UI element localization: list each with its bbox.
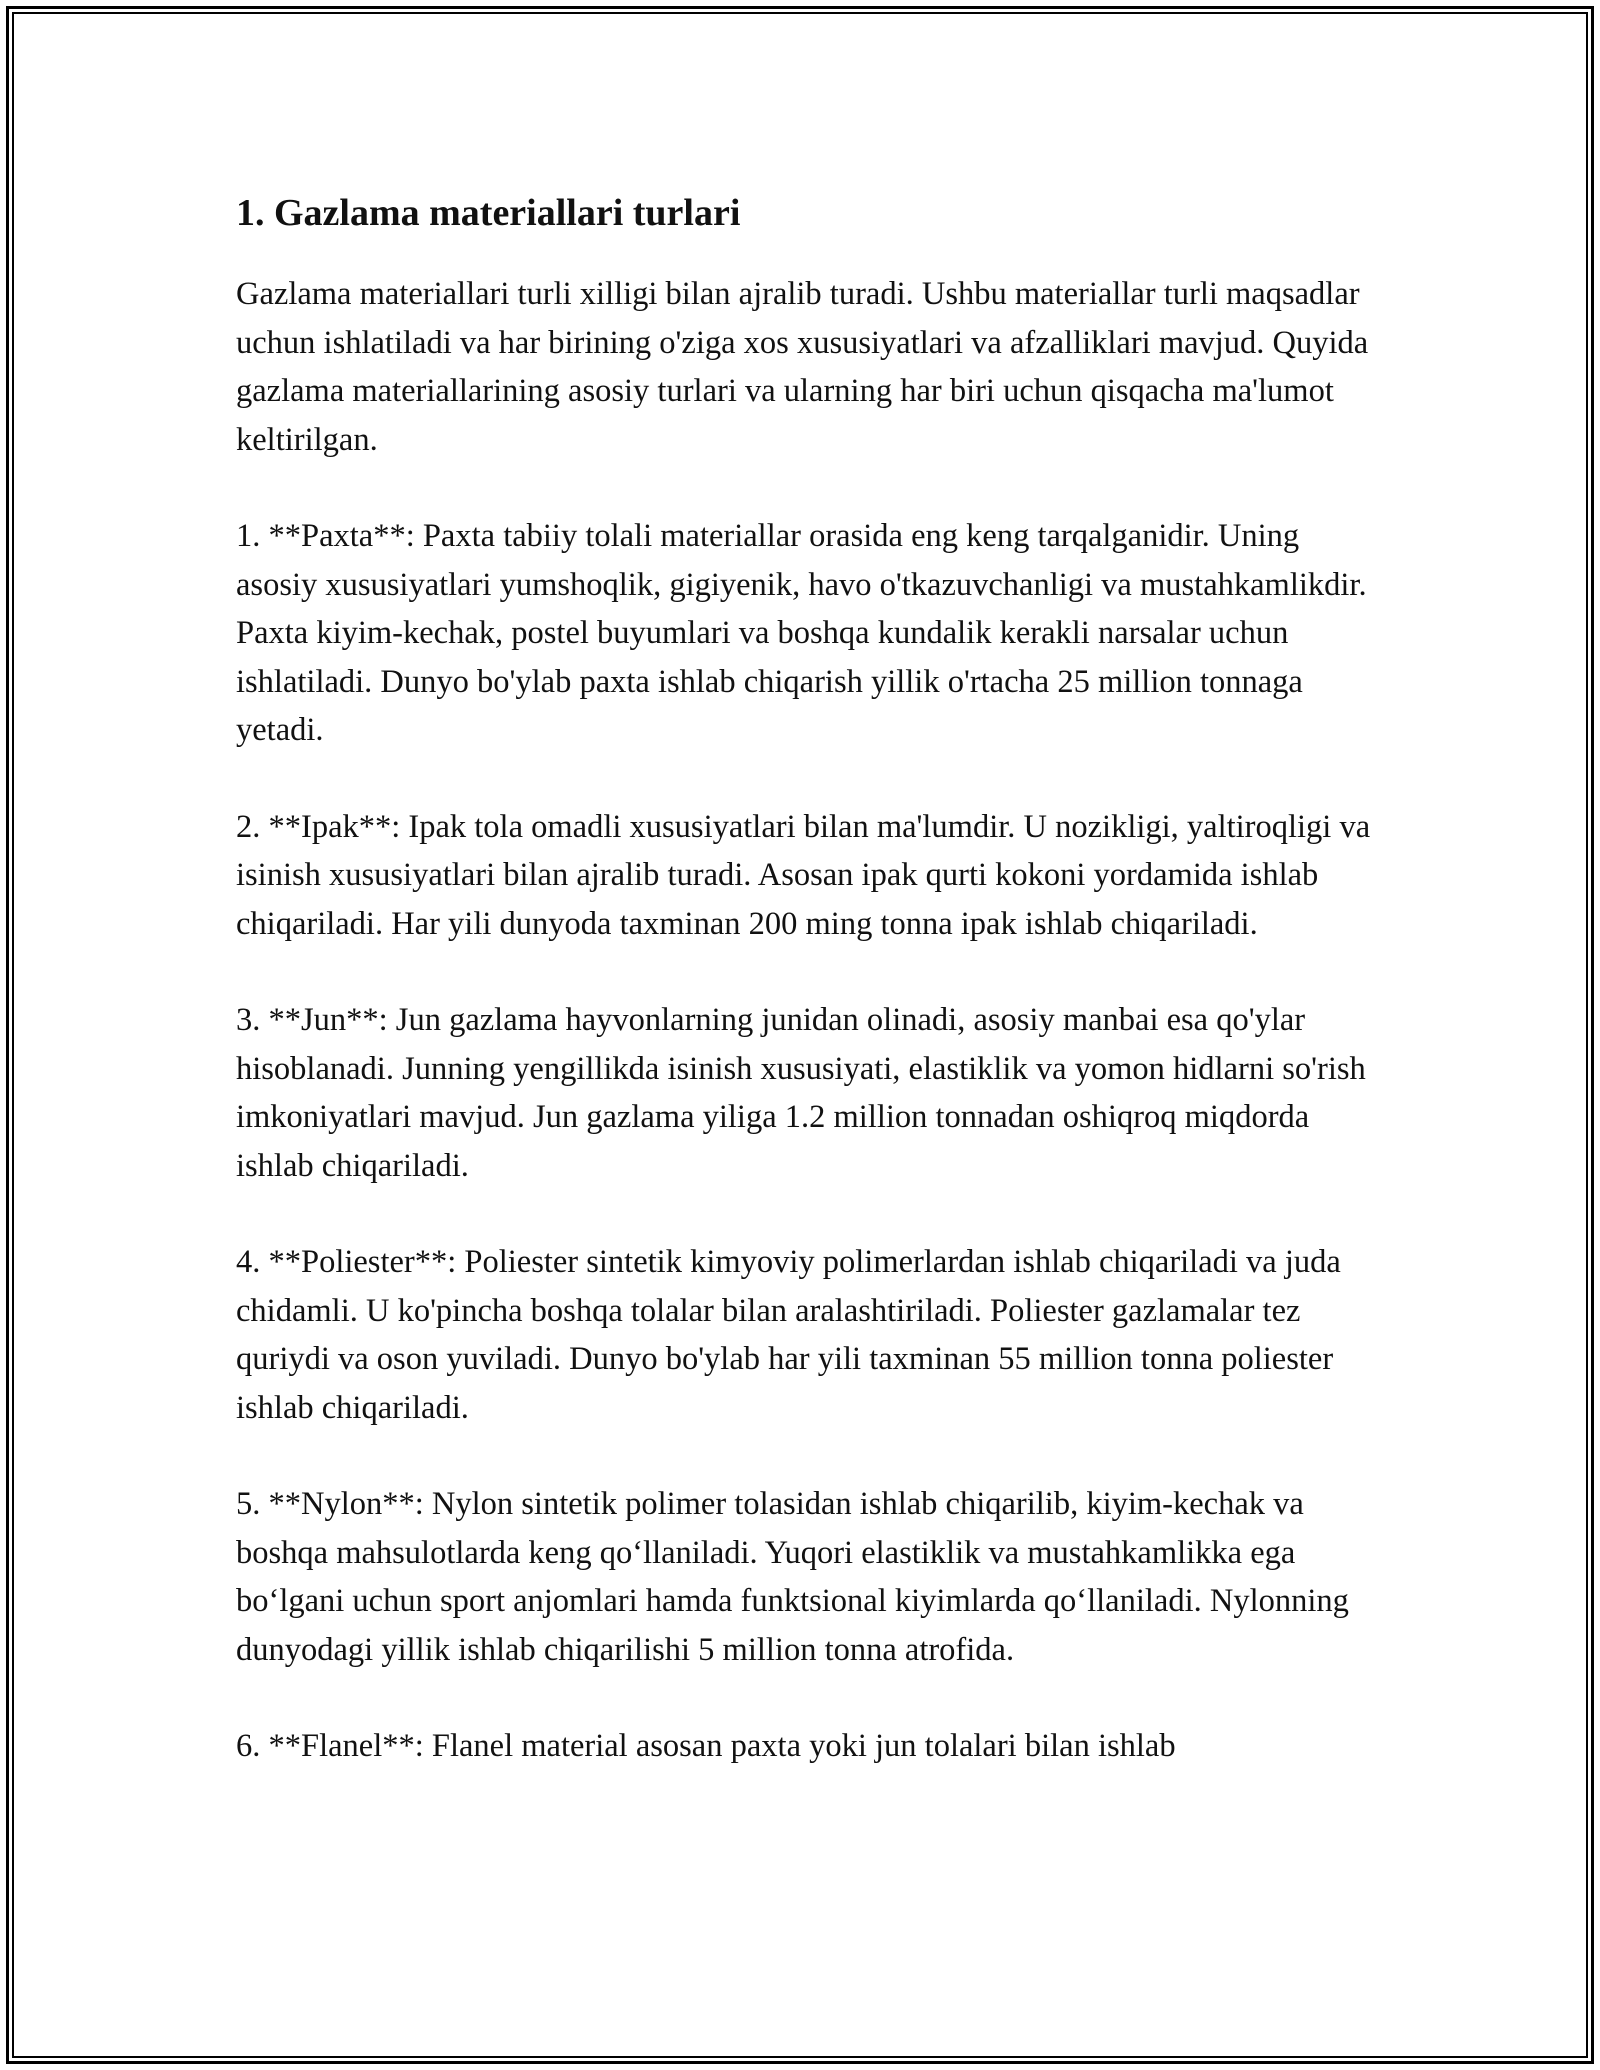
paragraph-nylon: 5. **Nylon**: Nylon sintetik polimer tolasidan ishlab chiqarilib, kiyim-kechak va boshqa mahsulotlarda keng qo‘llaniladi. Yuqori elastiklik va mustahkamlikka ega bo‘lgani uchun sport anjomlari hamda funktsional kiyimlarda qo‘llaniladi. Nylonning dunyodagi yillik ishlab chiqarilishi 5 million tonna atrofida. xyxy=(236,1486,1349,1668)
paragraph-jun: 3. **Jun**: Jun gazlama hayvonlarning junidan olinadi, asosiy manbai esa qo'ylar hisoblanadi. Junning yengillikda isinish xususiyati, elastiklik va yomon hidlarni so'rish imkoniyatlari mavjud. Jun gazlama yiliga 1.2 million tonnadan oshiqroq miqdorda ishlab chiqariladi. xyxy=(236,1002,1366,1184)
paragraph-ipak: 2. **Ipak**: Ipak tola omadli xususiyatlari bilan ma'lumdir. U nozikligi, yaltiroqligi va isinish xususiyatlari bilan ajralib turadi. Asosan ipak qurti kokoni yordamida ishlab chiqariladi. Har yili dunyoda taxminan 200 ming tonna ipak ishlab chiqariladi. xyxy=(236,808,1371,942)
document-title: 1. Gazlama materiallari turlari xyxy=(236,192,741,234)
paragraph-flanel: 6. **Flanel**: Flanel material asosan paxta yoki jun tolalari bilan ishlab xyxy=(236,1728,1176,1764)
document-body xyxy=(236,180,1376,1819)
paragraph-paxta: 1. **Paxta**: Paxta tabiiy tolali materiallar orasida eng keng tarqalganidir. Uning asosiy xususiyatlari yumshoqlik, gigiyenik, havo o'tkazuvchanligi va mustahkamlikdir. Paxta kiyim-kechak, postel buyumlari va boshqa kundalik kerakli narsalar uchun ishlatiladi. Dunyo bo'ylab paxta ishlab chiqarish yillik o'rtacha 25 million tonnaga yetadi. xyxy=(236,518,1367,748)
intro-paragraph: Gazlama materiallari turli xilligi bilan ajralib turadi. Ushbu materiallar turli maqsadlar uchun ishlatiladi va har birining o'ziga xos xususiyatlari va afzalliklari mavjud. Quyida gazlama materiallarining asosiy turlari va ularning har biri uchun qisqacha ma'lumot keltirilgan. xyxy=(236,276,1369,458)
paragraph-poliester: 4. **Poliester**: Poliester sintetik kimyoviy polimerlardan ishlab chiqariladi va juda chidamli. U ko'pincha boshqa tolalar bilan aralashtiriladi. Poliester gazlamalar tez quriydi va oson yuviladi. Dunyo bo'ylab har yili taxminan 55 million tonna poliester ishlab chiqariladi. xyxy=(236,1244,1341,1426)
